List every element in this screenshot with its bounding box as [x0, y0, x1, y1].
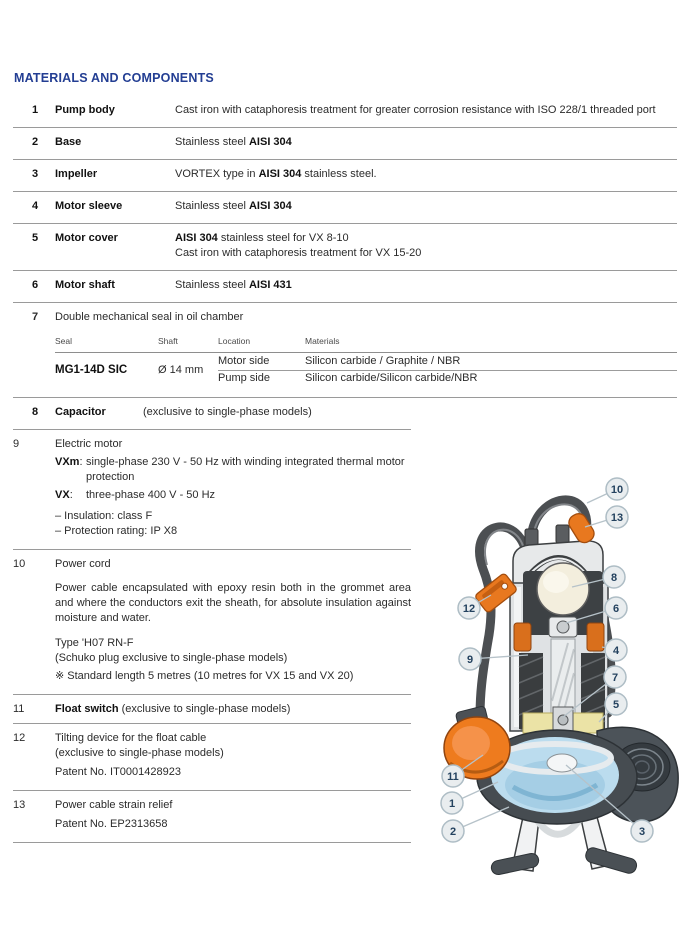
seal-col-header: Seal: [55, 336, 73, 346]
component-row-10: [13, 550, 411, 695]
winding-head: [587, 623, 604, 651]
vx-spec: three-phase 400 V - 50 Hz: [86, 489, 216, 501]
component-number: 9: [13, 438, 20, 450]
winding-head: [514, 623, 531, 651]
component-number: 4: [32, 200, 39, 212]
component-desc: Cast iron with cataphoresis treatment for greater corrosion resistance with ISO 228/1 threaded port: [175, 104, 656, 116]
callout-13: [585, 506, 628, 528]
svg-text:12: 12: [462, 602, 476, 615]
cable-type: Type 'H07 RN-F: [55, 637, 134, 649]
component-term: Motor shaft: [55, 279, 115, 291]
svg-text:10: 10: [610, 483, 624, 496]
patent-number: Patent No. IT0001428923: [55, 766, 181, 778]
component-note: (exclusive to single-phase models): [118, 703, 291, 715]
component-note: (exclusive to single-phase models): [55, 747, 224, 759]
materials-col-header: Materials: [305, 336, 340, 346]
component-row-3: [13, 160, 677, 192]
seal-table-header: [55, 334, 677, 353]
component-term: Power cable strain relief: [55, 799, 173, 811]
narrow-rows: [13, 398, 411, 843]
shaft-value: Ø 14 mm: [158, 363, 204, 376]
location-col-header: Location: [218, 336, 251, 346]
component-desc: Stainless steel AISI 431: [175, 279, 292, 291]
component-number: 1: [32, 104, 39, 116]
materials-value: Silicon carbide / Graphite / NBR: [305, 353, 677, 371]
patent-number: Patent No. EP2313658: [55, 818, 168, 830]
protection-note: – Protection rating: IP X8: [55, 525, 178, 537]
seal-value: MG1-14D SIC: [55, 363, 128, 376]
shaft-col-header: Shaft: [158, 336, 178, 346]
callout-10: [587, 478, 628, 503]
component-term: Double mechanical seal in oil chamber: [55, 311, 244, 323]
materials-value: Silicon carbide/Silicon carbide/NBR: [305, 372, 478, 384]
component-row-1: [13, 96, 677, 128]
component-number: 7: [32, 311, 39, 323]
component-desc: Stainless steel AISI 304: [175, 200, 292, 212]
component-number: 13: [13, 799, 26, 811]
component-number: 3: [32, 168, 39, 180]
component-term: Tilting device for the float cable: [55, 732, 207, 744]
svg-text:2: 2: [449, 825, 457, 838]
pump-cutaway-figure: [435, 455, 691, 890]
component-term: Motor sleeve: [55, 200, 123, 212]
component-term: Base: [55, 136, 82, 148]
component-desc: AISI 304 stainless steel for VX 8-10 Cast iron with cataphoresis treatment for VX 15-20: [175, 232, 422, 259]
length-note: ※ Standard length 5 metres (10 metres for VX 15 and VX 20): [55, 670, 354, 682]
power-cord-paragraph: Power cable encapsulated with epoxy resin both in the grommet area and where the conductors exit the sheath, for absolute insulation against moisture and water.: [55, 582, 411, 624]
schuko-note: (Schuko plug exclusive to single-phase models): [55, 652, 288, 664]
component-row-6: [13, 271, 677, 303]
component-number: 8: [32, 406, 39, 418]
svg-text:11: 11: [447, 770, 459, 783]
component-number: 2: [32, 136, 39, 148]
svg-text:4: 4: [612, 644, 620, 657]
location-value: Motor side: [218, 353, 305, 371]
insulation-note: – Insulation: class F: [55, 510, 153, 522]
component-number: 5: [32, 232, 39, 244]
component-row-9: [13, 430, 411, 550]
component-row-4: [13, 192, 677, 224]
seal-table: [55, 334, 677, 387]
component-row-11: [13, 695, 411, 724]
location-value: Pump side: [218, 372, 270, 384]
cable-gland: [556, 525, 569, 543]
component-row-7: [13, 303, 677, 398]
svg-text:6: 6: [612, 602, 620, 615]
svg-text:5: 5: [612, 698, 620, 711]
component-term: Capacitor: [55, 406, 106, 418]
svg-text:1: 1: [448, 797, 456, 810]
component-desc: VORTEX type in AISI 304 stainless steel.: [175, 168, 377, 180]
component-row-5: [13, 224, 677, 271]
electric-motor-specs: VXm: single-phase 230 V - 50 Hz with winding integrated thermal motor protection VX: three-phase 400 V - 50 Hz – Insulation: class F – Protection rating: IP X8: [55, 452, 411, 539]
component-number: 6: [32, 279, 39, 291]
component-term: Impeller: [55, 168, 98, 180]
component-term: Motor cover: [55, 232, 118, 244]
impeller-part: [547, 754, 577, 772]
component-row-12: [13, 724, 411, 791]
component-term: Electric motor: [55, 438, 123, 450]
page-title: MATERIALS AND COMPONENTS: [14, 71, 214, 85]
strain-relief-clip: [566, 511, 597, 546]
component-term: Float switch: [55, 703, 119, 715]
component-number: 10: [13, 558, 26, 570]
vxm-spec: single-phase 230 V - 50 Hz with winding integrated thermal motor protection: [86, 456, 405, 483]
component-term: Pump body: [55, 104, 115, 116]
component-row-2: [13, 128, 677, 160]
component-desc: Stainless steel AISI 304: [175, 136, 292, 148]
component-term: Power cord: [55, 558, 111, 570]
component-row-8: [13, 398, 411, 430]
svg-text:7: 7: [611, 671, 619, 684]
svg-text:13: 13: [610, 511, 624, 524]
foot: [584, 846, 638, 875]
svg-text:9: 9: [466, 653, 474, 666]
component-row-13: [13, 791, 411, 843]
svg-text:8: 8: [610, 571, 618, 584]
component-number: 11: [13, 703, 25, 715]
power-cord-details: [55, 572, 411, 684]
component-number: 12: [13, 732, 26, 744]
svg-text:3: 3: [638, 825, 646, 838]
seal-table-body: [55, 353, 677, 387]
component-note: (exclusive to single-phase models): [143, 406, 312, 418]
